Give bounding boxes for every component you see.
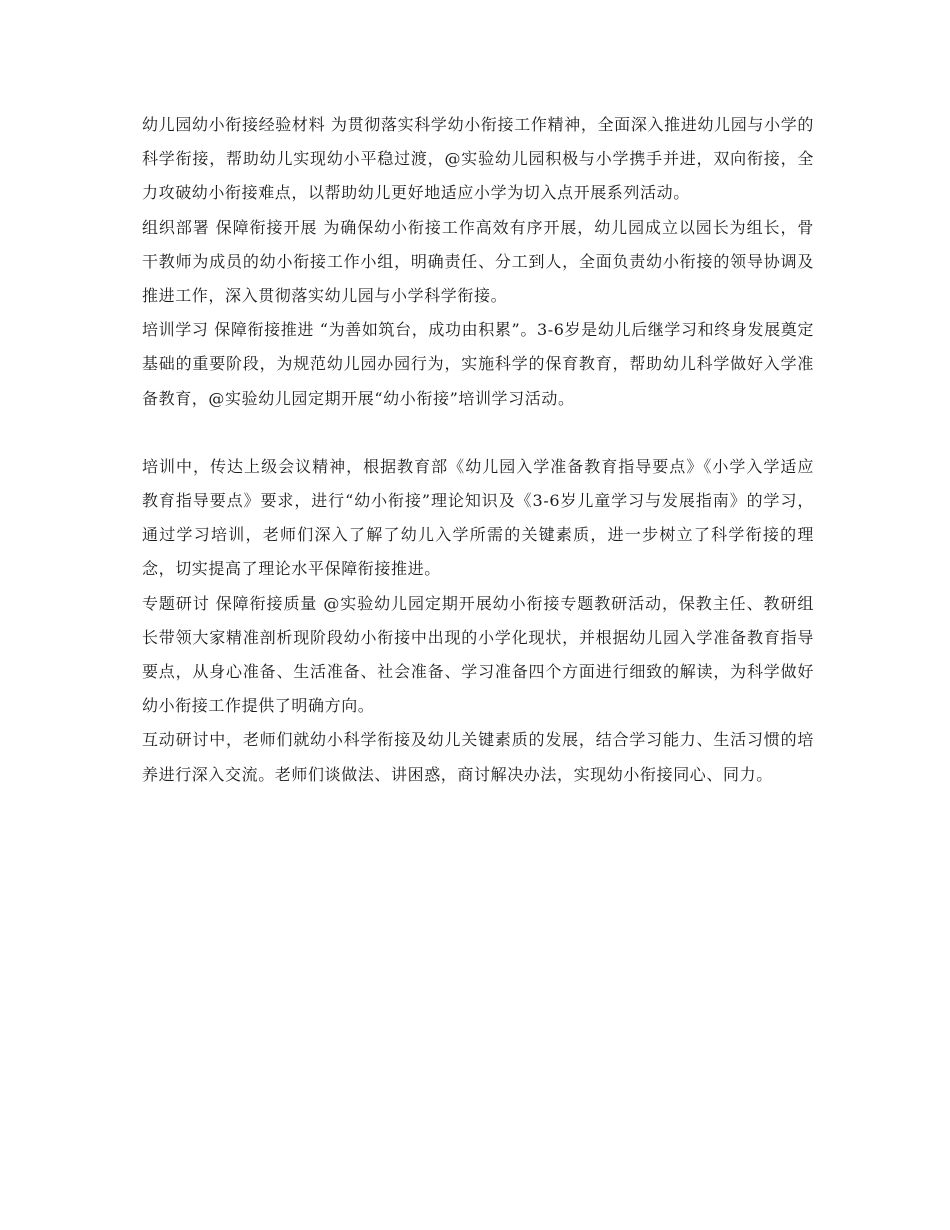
paragraph-intro: 幼儿园幼小衔接经验材料 为贯彻落实科学幼小衔接工作精神，全面深入推进幼儿园与小学的科学衔接，帮助幼儿实现幼小平稳过渡，@实验幼儿园积极与小学携手并进，双向衔接，全力攻破幼小衔接难点，以帮助幼儿更好地适应小学为切入点开展系列活动。 bbox=[142, 115, 814, 203]
paragraph-interaction: 互动研讨中，老师们就幼小科学衔接及幼儿关键素质的发展，结合学习能力、生活习惯的培养进行深入交流。老师们谈做法、讲困惑，商讨解决办法，实现幼小衔接同心、同力。 bbox=[142, 730, 814, 784]
document-body bbox=[142, 108, 814, 792]
paragraph-training: 培训学习 保障衔接推进 “为善如筑台，成功由积累”。3-6岁是幼儿后继学习和终身发展奠定基础的重要阶段，为规范幼儿园办园行为，实施科学的保育教育，帮助幼儿科学做好入学准备教育，@实验幼儿园定期开展“幼小衔接”培训学习活动。 bbox=[142, 320, 814, 408]
paragraph-training-detail: 培训中，传达上级会议精神，根据教育部《幼儿园入学准备教育指导要点》《小学入学适应教育指导要点》要求，进行“幼小衔接”理论知识及《3-6岁儿童学习与发展指南》的学习，通过学习培训，老师们深入了解了幼儿入学所需的关键素质，进一步树立了科学衔接的理念，切实提高了理论水平保障衔接推进。 bbox=[142, 456, 814, 579]
paragraph-organization: 组织部署 保障衔接开展 为确保幼小衔接工作高效有序开展，幼儿园成立以园长为组长，骨干教师为成员的幼小衔接工作小组，明确责任、分工到人，全面负责幼小衔接的领导协调及推进工作，深入贯彻落实幼儿园与小学科学衔接。 bbox=[142, 217, 814, 306]
paragraph-research: 专题研讨 保障衔接质量 @实验幼儿园定期开展幼小衔接专题教研活动，保教主任、教研组长带领大家精准剖析现阶段幼小衔接中出现的小学化现状，并根据幼儿园入学准备教育指导要点，从身心准备、生活准备、社会准备、学习准备四个方面进行细致的解读，为科学做好幼小衔接工作提供了明确方向。 bbox=[142, 593, 814, 716]
